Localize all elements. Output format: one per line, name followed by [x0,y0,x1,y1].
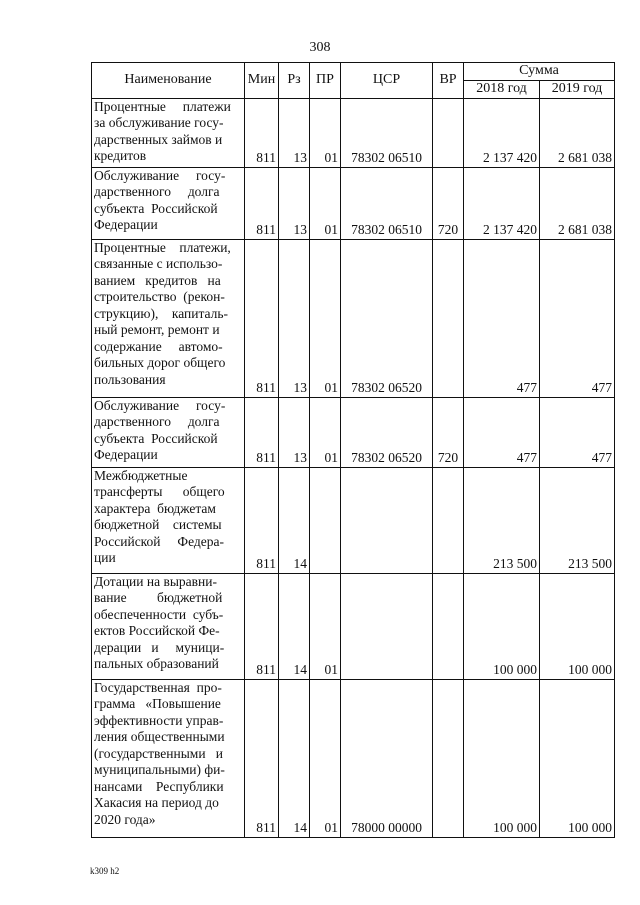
row-name: Процентные платежи, связанные с использо- ванием кредитов на строительство (рекон- струкцию), капиталь- ный ремонт, ремонт и содержание автомо- бильных дорог общего пользования [92,239,245,397]
row-sum-2019: 100 000 [540,573,615,679]
row-sum-2018: 477 [464,397,540,467]
row-rz: 13 [279,167,310,239]
row-sum-2019: 477 [540,239,615,397]
header-year-2018: 2018 год [464,80,540,98]
row-vr: 720 [433,167,464,239]
table-row [92,167,615,239]
row-sum-2018: 100 000 [464,573,540,679]
row-name: Государственная про- грамма «Повышение эффективности управ- ления общественными (государственными и муниципальными) фи- нансами Республики Хакасия на период до 2020 года» [92,679,245,837]
row-csr [341,573,433,679]
header-pr: ПР [310,63,341,99]
row-vr [433,573,464,679]
page-number: 308 [309,40,331,55]
row-min: 811 [245,167,279,239]
row-pr: 01 [310,397,341,467]
row-csr: 78302 06510 [341,167,433,239]
row-pr: 01 [310,167,341,239]
header-sum: Сумма [464,63,615,81]
row-rz: 14 [279,573,310,679]
header-year-2019: 2019 год [540,80,615,98]
row-name: Обслуживание госу- дарственного долга субъекта Российской Федерации [92,397,245,467]
row-sum-2019: 213 500 [540,467,615,573]
row-name: Дотации на выравни- вание бюджетной обеспеченности субъ- ектов Российской Фе- дерации и муници- пальных образований [92,573,245,679]
header-min: Мин [245,63,279,99]
row-csr: 78302 06510 [341,98,433,167]
header-name: Наименование [92,63,245,99]
table-row [92,239,615,397]
row-pr: 01 [310,679,341,837]
row-sum-2018: 100 000 [464,679,540,837]
row-csr: 78000 00000 [341,679,433,837]
row-rz: 14 [279,467,310,573]
row-pr: 01 [310,573,341,679]
budget-table [91,62,615,838]
table-row [92,573,615,679]
header-rz: Рз [279,63,310,99]
table-row [92,397,615,467]
row-min: 811 [245,397,279,467]
row-sum-2019: 2 681 038 [540,167,615,239]
table-row [92,98,615,167]
row-pr [310,467,341,573]
row-sum-2018: 477 [464,239,540,397]
row-vr [433,98,464,167]
row-name: Межбюджетные трансферты общего характера бюджетам бюджетной системы Российской Федера- ции [92,467,245,573]
row-sum-2018: 2 137 420 [464,98,540,167]
row-rz: 13 [279,397,310,467]
table-row [92,467,615,573]
row-pr: 01 [310,98,341,167]
row-sum-2019: 100 000 [540,679,615,837]
row-vr [433,239,464,397]
row-min: 811 [245,573,279,679]
footer-code: k309 h2 [90,866,120,876]
row-csr [341,467,433,573]
row-csr: 78302 06520 [341,239,433,397]
row-rz: 14 [279,679,310,837]
row-name: Обслуживание госу- дарственного долга субъекта Российской Федерации [92,167,245,239]
row-sum-2019: 2 681 038 [540,98,615,167]
row-rz: 13 [279,239,310,397]
row-vr [433,679,464,837]
row-vr [433,467,464,573]
row-min: 811 [245,679,279,837]
table-row [92,679,615,837]
row-min: 811 [245,239,279,397]
row-sum-2018: 2 137 420 [464,167,540,239]
row-min: 811 [245,467,279,573]
row-rz: 13 [279,98,310,167]
header-csr: ЦСР [341,63,433,99]
header-vr: ВР [433,63,464,99]
row-name: Процентные платежи за обслуживание госу- дарственных займов и кредитов [92,98,245,167]
row-vr: 720 [433,397,464,467]
row-pr: 01 [310,239,341,397]
row-sum-2018: 213 500 [464,467,540,573]
row-sum-2019: 477 [540,397,615,467]
row-csr: 78302 06520 [341,397,433,467]
row-min: 811 [245,98,279,167]
